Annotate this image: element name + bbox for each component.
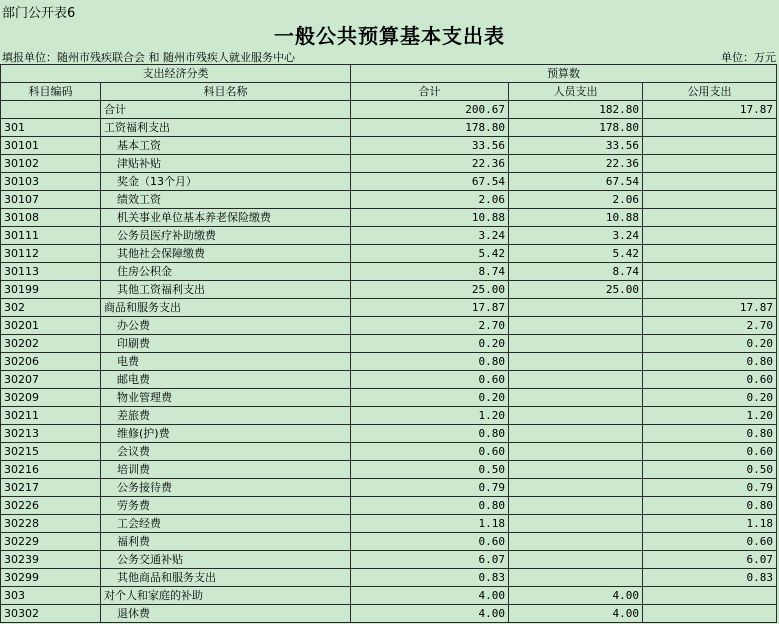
table-row: [1, 551, 777, 569]
row-public: [643, 155, 777, 173]
row-total: 0.50: [351, 461, 509, 479]
row-name: 福利费: [101, 533, 351, 551]
row-name: 其他工资福利支出: [101, 281, 351, 299]
row-code: 30215: [1, 443, 101, 461]
table-row: [1, 389, 777, 407]
row-name: 奖金（13个月）: [101, 173, 351, 191]
row-code: 30207: [1, 371, 101, 389]
table-row: [1, 335, 777, 353]
row-public: [643, 137, 777, 155]
row-personnel: [509, 533, 643, 551]
row-total: 25.00: [351, 281, 509, 299]
row-personnel: 10.88: [509, 209, 643, 227]
row-name: 印刷费: [101, 335, 351, 353]
table-row: [1, 425, 777, 443]
row-personnel: [509, 299, 643, 317]
row-total: 6.07: [351, 551, 509, 569]
row-public: [643, 191, 777, 209]
row-name: 差旅费: [101, 407, 351, 425]
row-public: [643, 209, 777, 227]
table-row: [1, 227, 777, 245]
row-personnel: [509, 335, 643, 353]
row-name: 会议费: [101, 443, 351, 461]
row-personnel: [509, 551, 643, 569]
row-personnel: [509, 317, 643, 335]
row-total: 8.74: [351, 263, 509, 281]
currency-unit: 单位：万元: [721, 51, 776, 64]
row-personnel: 4.00: [509, 605, 643, 623]
row-code: 30299: [1, 569, 101, 587]
row-code: 30228: [1, 515, 101, 533]
row-code: 30112: [1, 245, 101, 263]
table-row: [1, 533, 777, 551]
table-row: [1, 263, 777, 281]
row-code: [1, 101, 101, 119]
row-name: 工资福利支出: [101, 119, 351, 137]
row-public: [643, 119, 777, 137]
sheet-tag: 部门公开表6: [2, 6, 76, 21]
row-total: 0.80: [351, 353, 509, 371]
row-code: 30199: [1, 281, 101, 299]
table-row: [1, 155, 777, 173]
row-name: 物业管理费: [101, 389, 351, 407]
row-total: 200.67: [351, 101, 509, 119]
table-row: [1, 137, 777, 155]
row-public: 2.70: [643, 317, 777, 335]
row-personnel: [509, 389, 643, 407]
row-personnel: [509, 461, 643, 479]
table-row: [1, 479, 777, 497]
row-total: 0.79: [351, 479, 509, 497]
row-name: 办公费: [101, 317, 351, 335]
row-name: 合计: [101, 101, 351, 119]
table-row: [1, 371, 777, 389]
row-public: 1.20: [643, 407, 777, 425]
header-budget-amount: 预算数: [351, 65, 777, 83]
row-total: 1.20: [351, 407, 509, 425]
row-total: 1.18: [351, 515, 509, 533]
budget-table: [0, 64, 777, 623]
row-personnel: 182.80: [509, 101, 643, 119]
row-name: 基本工资: [101, 137, 351, 155]
row-personnel: 25.00: [509, 281, 643, 299]
row-total: 0.60: [351, 371, 509, 389]
table-row: [1, 497, 777, 515]
row-total: 0.20: [351, 335, 509, 353]
row-code: 30108: [1, 209, 101, 227]
header-column-row: [1, 83, 777, 101]
row-code: 302: [1, 299, 101, 317]
row-public: [643, 281, 777, 299]
row-code: 30209: [1, 389, 101, 407]
row-name: 对个人和家庭的补助: [101, 587, 351, 605]
row-personnel: [509, 371, 643, 389]
row-code: 30111: [1, 227, 101, 245]
row-name: 维修(护)费: [101, 425, 351, 443]
header-personnel: 人员支出: [509, 83, 643, 101]
row-code: 303: [1, 587, 101, 605]
row-name: 住房公积金: [101, 263, 351, 281]
row-code: 30211: [1, 407, 101, 425]
row-total: 2.70: [351, 317, 509, 335]
table-row: [1, 299, 777, 317]
table-row: [1, 101, 777, 119]
table-body: [1, 101, 777, 623]
row-total: 17.87: [351, 299, 509, 317]
row-total: 0.80: [351, 425, 509, 443]
row-personnel: 22.36: [509, 155, 643, 173]
table-row: [1, 587, 777, 605]
row-code: 30113: [1, 263, 101, 281]
row-name: 其他社会保障缴费: [101, 245, 351, 263]
row-personnel: [509, 515, 643, 533]
table-row: [1, 407, 777, 425]
row-personnel: [509, 407, 643, 425]
row-public: 0.50: [643, 461, 777, 479]
row-code: 30226: [1, 497, 101, 515]
unit-line: [0, 48, 779, 64]
row-public: 17.87: [643, 101, 777, 119]
row-personnel: 5.42: [509, 245, 643, 263]
header-total: 合计: [351, 83, 509, 101]
table-row: [1, 119, 777, 137]
reporting-unit: 填报单位：随州市残疾联合会 和 随州市残疾人就业服务中心: [2, 51, 295, 64]
row-name: 公务交通补贴: [101, 551, 351, 569]
row-public: 6.07: [643, 551, 777, 569]
row-name: 津贴补贴: [101, 155, 351, 173]
row-public: 0.20: [643, 389, 777, 407]
row-public: 0.60: [643, 371, 777, 389]
row-public: 1.18: [643, 515, 777, 533]
row-total: 67.54: [351, 173, 509, 191]
row-total: 33.56: [351, 137, 509, 155]
row-total: 0.83: [351, 569, 509, 587]
row-total: 0.60: [351, 443, 509, 461]
table-row: [1, 353, 777, 371]
row-code: 30202: [1, 335, 101, 353]
row-public: [643, 227, 777, 245]
row-public: 0.60: [643, 533, 777, 551]
row-personnel: 4.00: [509, 587, 643, 605]
row-total: 0.80: [351, 497, 509, 515]
table-row: [1, 515, 777, 533]
table-row: [1, 461, 777, 479]
row-personnel: [509, 425, 643, 443]
header-code: 科目编码: [1, 83, 101, 101]
row-code: 301: [1, 119, 101, 137]
row-personnel: 178.80: [509, 119, 643, 137]
row-total: 178.80: [351, 119, 509, 137]
row-total: 4.00: [351, 587, 509, 605]
row-code: 30216: [1, 461, 101, 479]
row-total: 2.06: [351, 191, 509, 209]
row-personnel: 8.74: [509, 263, 643, 281]
table-row: [1, 569, 777, 587]
row-name: 机关事业单位基本养老保险缴费: [101, 209, 351, 227]
row-public: 0.83: [643, 569, 777, 587]
row-public: [643, 587, 777, 605]
table-row: [1, 173, 777, 191]
row-name: 培训费: [101, 461, 351, 479]
table-row: [1, 209, 777, 227]
row-name: 邮电费: [101, 371, 351, 389]
row-name: 其他商品和服务支出: [101, 569, 351, 587]
row-code: 30206: [1, 353, 101, 371]
row-public: [643, 245, 777, 263]
row-total: 3.24: [351, 227, 509, 245]
row-public: 17.87: [643, 299, 777, 317]
table-row: [1, 317, 777, 335]
row-total: 0.20: [351, 389, 509, 407]
row-personnel: [509, 569, 643, 587]
row-personnel: [509, 443, 643, 461]
row-code: 30101: [1, 137, 101, 155]
row-personnel: 67.54: [509, 173, 643, 191]
row-code: 30107: [1, 191, 101, 209]
row-personnel: 3.24: [509, 227, 643, 245]
row-name: 退休费: [101, 605, 351, 623]
table-row: [1, 443, 777, 461]
row-personnel: [509, 353, 643, 371]
row-personnel: 33.56: [509, 137, 643, 155]
row-name: 公务员医疗补助缴费: [101, 227, 351, 245]
row-name: 商品和服务支出: [101, 299, 351, 317]
row-name: 公务接待费: [101, 479, 351, 497]
row-code: 30217: [1, 479, 101, 497]
row-personnel: 2.06: [509, 191, 643, 209]
row-code: 30201: [1, 317, 101, 335]
row-public: [643, 605, 777, 623]
row-name: 劳务费: [101, 497, 351, 515]
table-title: 一般公共预算基本支出表: [274, 24, 505, 48]
row-personnel: [509, 497, 643, 515]
row-public: 0.80: [643, 425, 777, 443]
header-econ-class: 支出经济分类: [1, 65, 351, 83]
row-code: 30229: [1, 533, 101, 551]
row-public: 0.20: [643, 335, 777, 353]
row-total: 0.60: [351, 533, 509, 551]
row-public: 0.80: [643, 497, 777, 515]
row-name: 绩效工资: [101, 191, 351, 209]
row-total: 22.36: [351, 155, 509, 173]
table-row: [1, 605, 777, 623]
header-name: 科目名称: [101, 83, 351, 101]
row-public: [643, 173, 777, 191]
row-code: 30213: [1, 425, 101, 443]
row-code: 30102: [1, 155, 101, 173]
row-code: 30103: [1, 173, 101, 191]
row-total: 10.88: [351, 209, 509, 227]
row-code: 30239: [1, 551, 101, 569]
row-total: 4.00: [351, 605, 509, 623]
row-name: 电费: [101, 353, 351, 371]
row-public: 0.60: [643, 443, 777, 461]
row-name: 工会经费: [101, 515, 351, 533]
row-public: 0.80: [643, 353, 777, 371]
header-public: 公用支出: [643, 83, 777, 101]
table-row: [1, 245, 777, 263]
row-public: 0.79: [643, 479, 777, 497]
row-code: 30302: [1, 605, 101, 623]
table-row: [1, 191, 777, 209]
row-public: [643, 263, 777, 281]
row-personnel: [509, 479, 643, 497]
table-row: [1, 281, 777, 299]
row-total: 5.42: [351, 245, 509, 263]
header-group-row: [1, 65, 777, 83]
